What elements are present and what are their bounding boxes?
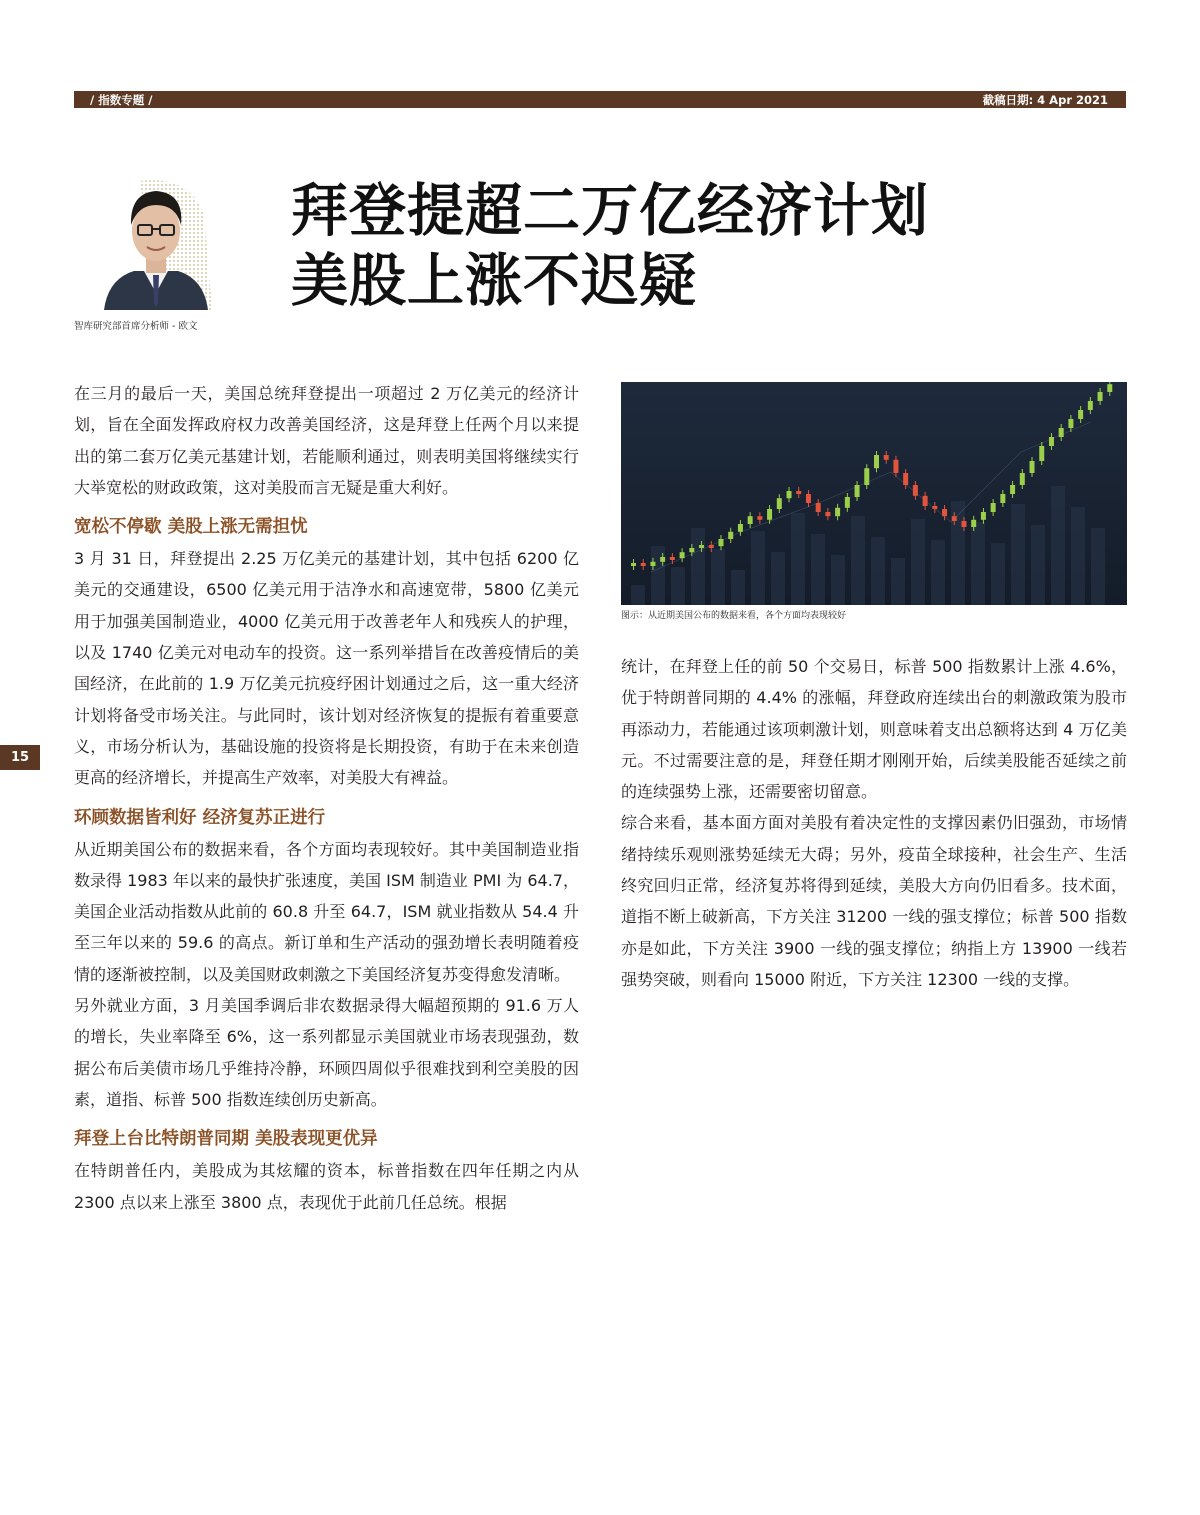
headline-line-1: 拜登提超二万亿经济计划	[291, 178, 929, 244]
right-paragraph: 综合来看，基本面方面对美股有着决定性的支撑因素仍旧强劲，市场情绪持续乐观则涨势延续无大碍；另外，疫苗全球接种，社会生产、生活终究回归正常，经济复苏将得到延续，美股大方向仍旧看多。技术面，道指不断上破新高，下方关注 31200 一线的强支撑位；标普 500 指数亦是如此，下方关注 3900 一线的强支撑位；纳指上方 13900 一线若强势突破，则看向 15000 附近，下方关注 12300 一线的支撑。	[621, 813, 1127, 989]
author-portrait	[100, 175, 212, 310]
left-section-heading: 拜登上台比特朗普同期 美股表现更优异	[74, 1129, 378, 1150]
header-bar	[74, 91, 1126, 108]
page-title	[291, 176, 929, 316]
article-right-column	[621, 651, 1127, 995]
article-left-column	[74, 378, 579, 1218]
left-paragraph: 另外就业方面，3 月美国季调后非农数据录得大幅超预期的 91.6 万人的增长，失业率降至 6%，这一系列都显示美国就业市场表现强劲，数据公布后美债市场几乎维持冷静，环顾四周似乎很难找到利空美股的因素，道指、标普 500 指数连续创历史新高。	[74, 996, 579, 1109]
left-paragraph: 在特朗普任内，美股成为其炫耀的资本，标普指数在四年任期之内从 2300 点以来上涨至 3800 点，表现优于此前几任总统。根据	[74, 1161, 579, 1212]
left-paragraph: 从近期美国公布的数据来看，各个方面均表现较好。其中美国制造业指数录得 1983 年以来的最快扩张速度，美国 ISM 制造业 PMI 为 64.7，美国企业活动指数从此前的 60.8 升至 64.7，ISM 就业指数从 54.4 升至三年以来的 59.6 的高点。新订单和生产活动的强劲增长表明随着疫情的逐渐被控制，以及美国财政刺激之下美国经济复苏变得愈发清晰。	[74, 839, 579, 984]
figure-caption: 图示：从近期美国公布的数据来看，各个方面均表现较好	[621, 611, 847, 621]
author-caption: 智库研究部首席分析师 - 欧文	[74, 321, 198, 332]
page-number: 15	[10, 750, 30, 765]
stock-chart-image	[621, 382, 1127, 605]
candlestick-graphic	[621, 382, 1127, 605]
right-paragraph: 统计，在拜登上任的前 50 个交易日，标普 500 指数累计上涨 4.6%，优于特朗普同期的 4.4% 的涨幅，拜登政府连续出台的刺激政策为股市再添动力，若能通过该项刺激计划，则意味着支出总额将达到 4 万亿美元。不过需要注意的是，拜登任期才刚刚开始，后续美股能否延续之前的连续强势上涨，还需要密切留意。	[621, 657, 1127, 802]
left-paragraph: 在三月的最后一天，美国总统拜登提出一项超过 2 万亿美元的经济计划，旨在全面发挥政府权力改善美国经济，这是拜登上任两个月以来提出的第二套万亿美元基建计划，若能顺利通过，则表明美国将继续实行大举宽松的财政政策，这对美股而言无疑是重大利好。	[74, 384, 579, 497]
date-label: 截稿日期: 4 Apr 2021	[982, 92, 1108, 107]
section-label: / 指数专题 /	[90, 92, 153, 107]
left-section-heading: 宽松不停歇 美股上涨无需担忧	[74, 517, 308, 538]
headline-line-2: 美股上涨不迟疑	[291, 248, 697, 314]
left-section-heading: 环顾数据皆利好 经济复苏正进行	[74, 807, 326, 828]
left-paragraph: 3 月 31 日，拜登提出 2.25 万亿美元的基建计划，其中包括 6200 亿美元的交通建设，6500 亿美元用于洁净水和高速宽带，5800 亿美元用于加强美国制造业，4000 亿美元用于改善老年人和残疾人的护理，以及 1740 亿美元对电动车的投资。这一系列举措旨在改善疫情后的美国经济，在此前的 1.9 万亿美元抗疫纾困计划通过之后，这一重大经济计划将备受市场关注。与此同时，该计划对经济恢复的提振有着重要意义，市场分析认为，基础设施的投资将是长期投资，有助于在未来创造更高的经济增长，并提高生产效率，对美股大有裨益。	[74, 549, 579, 788]
page-number-tab	[0, 745, 40, 770]
